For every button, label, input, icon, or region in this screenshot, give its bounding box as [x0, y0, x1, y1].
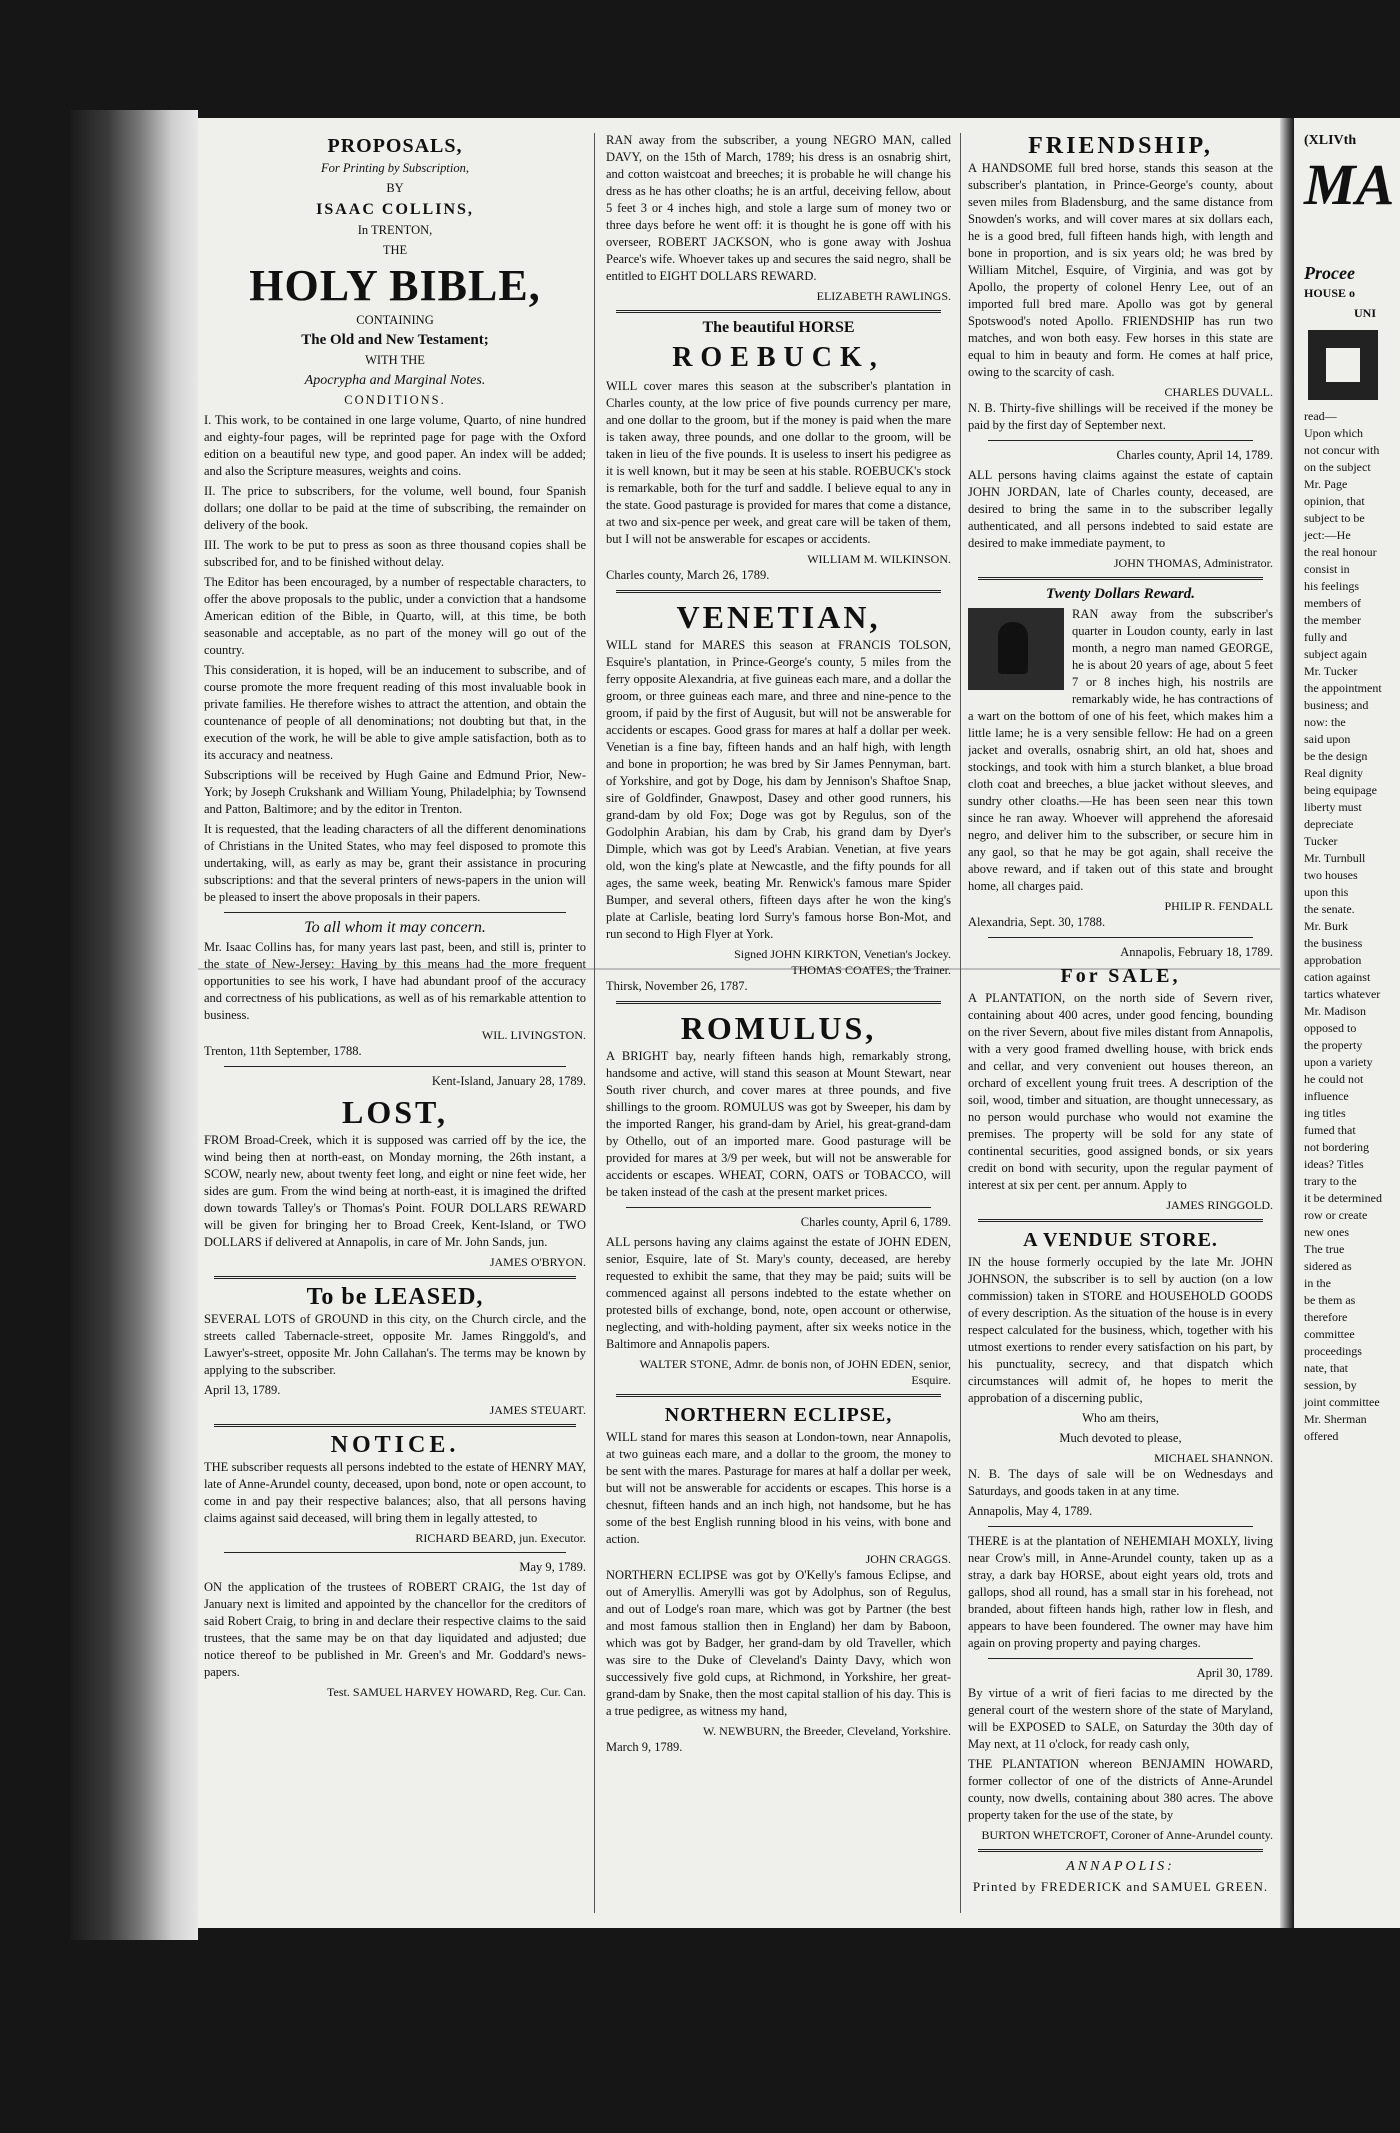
- next-page-line: said upon: [1304, 732, 1351, 746]
- separator: [224, 1066, 566, 1067]
- next-page-uni: UNI: [1354, 306, 1377, 320]
- next-page-line: the business: [1304, 936, 1363, 950]
- lost-signature: JAMES O'BRYON.: [489, 1255, 586, 1269]
- next-page-line: members of: [1304, 596, 1361, 610]
- howard-intro: By virtue of a writ of fieri facias to me directed by the general court of the western shore of the state of Maryland, will be EXPOSED to SALE, on Saturday the 30th day of May next, at 11 o'clock, for ready cash only,: [968, 1686, 1273, 1751]
- next-page-line: consist in: [1304, 562, 1350, 576]
- next-page-masthead: MA: [1304, 152, 1395, 217]
- separator: [988, 1658, 1253, 1659]
- next-page-line: Tucker: [1304, 834, 1338, 848]
- next-page-line: fully and: [1304, 630, 1347, 644]
- with-the-label: WITH THE: [365, 353, 425, 367]
- ornament-initial: [1308, 330, 1378, 400]
- lost-heading: LOST,: [342, 1094, 448, 1130]
- roebuck-heading: ROEBUCK,: [672, 342, 885, 373]
- imprint-place: ANNAPOLIS:: [1066, 1859, 1175, 1874]
- separator: [224, 1552, 566, 1553]
- imprint-line: Printed by FREDERICK and SAMUEL GREEN.: [972, 1879, 1269, 1894]
- separator: [214, 1424, 576, 1427]
- roebuck-body: WILL cover mares this season at the subscriber's plantation in Charles county, at the low price of five pounds currency per mare, and one dollar to the groom, but if the money is paid when the mare is taken away, three pounds, and one dollar to the groom, will be taken in lieu of the five pounds. It is useless to insert his pedigree as it is well known, but it may be seen at his stable. ROEBUCK's stock is remarkable, both for the turf and saddle. I believe equal to any in the state. Good pasturage is provided for mares that come a distance, at two and six-pence per week, and great care will be taken of them, but I will not be answerable for escapes or accidents.: [606, 379, 951, 546]
- proposal-paragraph: I. This work, to be contained in one large volume, Quarto, of nine hundred and eighty-four pages, will be reprinted page for page with the Oxford edition on a beautiful new type, and good paper. An index will be added; and also the Scripture measures, weights and coins.: [204, 413, 586, 478]
- reward-signature: PHILIP R. FENDALL: [1164, 899, 1273, 913]
- howard-body: THE PLANTATION whereon BENJAMIN HOWARD, former collector of one of the districts of Anne-Arundel county, now dwells, containing about 380 acres. The above property taken for the use of the state, by: [968, 1757, 1273, 1822]
- column-1: [204, 132, 586, 1917]
- next-page-line: session, by: [1304, 1378, 1357, 1392]
- proposals-sub: For Printing by Subscription,: [321, 161, 469, 175]
- next-page-line: ject:—He: [1304, 528, 1351, 542]
- next-page-line: row or create: [1304, 1208, 1368, 1222]
- next-page-line: Mr. Sherman: [1304, 1412, 1367, 1426]
- leased-signature: JAMES STEUART.: [489, 1403, 586, 1417]
- next-page-line: be the design: [1304, 749, 1368, 763]
- leased-heading: To be LEASED,: [306, 1284, 484, 1310]
- eclipse-pedigree: NORTHERN ECLIPSE was got by O'Kelly's famous Eclipse, and out of Ameryllis. Amerylli was got by Adolphus, son of Regulus, and out of Lodge's roan mare, which was got by Partner (the best and most famous stallion then in England) her dam by Baboon, which was got by Badger, her grand-dam by old Traveller, which was sire to the Duke of Cleveland's Dainty Davy, which won successively five gold cups, at Richmond, in Yorkshire, her great-grand-dam by Snake, then the most capital stallion of his day. This is a true pedigree, as witness my hand,: [606, 1568, 951, 1718]
- lost-body: FROM Broad-Creek, which it is supposed was carried off by the ice, the wind being then at north-east, on Monday morning, the 26th instant, a SCOW, nearly new, about twenty feet long, and eight or nine feet wide, her sides are gum. From the wind being at north-east, it is imagined the drifted down towards Talley's or Thomas's Point. FOUR DOLLARS REWARD will be given for bringing her to Broad Creek, Kent-Island, or TWO DOLLARS if delivered at Annapolis, in care of Mr. John Sands, jun.: [204, 1133, 586, 1249]
- venetian-signature: Signed JOHN KIRKTON, Venetian's Jockey.: [734, 947, 951, 961]
- jordan-signature: JOHN THOMAS, Administrator.: [1113, 556, 1273, 570]
- leased-date: April 13, 1789.: [204, 1383, 281, 1397]
- concern-date: Trenton, 11th September, 1788.: [204, 1044, 362, 1058]
- separator: [978, 1849, 1263, 1852]
- next-page-line: he could not: [1304, 1072, 1364, 1086]
- next-page-line: business; and: [1304, 698, 1369, 712]
- next-page-line: therefore: [1304, 1310, 1348, 1324]
- howard-signature: BURTON WHETCROFT, Coroner of Anne-Arundel county.: [981, 1828, 1273, 1842]
- next-page-line: be them as: [1304, 1293, 1356, 1307]
- separator: [214, 1276, 576, 1279]
- separator: [616, 1394, 941, 1397]
- sale-signature: JAMES RINGGOLD.: [1166, 1198, 1273, 1212]
- next-page-line: sidered as: [1304, 1259, 1352, 1273]
- separator: [988, 937, 1253, 938]
- jordan-date: Charles county, April 14, 1789.: [1116, 448, 1273, 462]
- notice-signature: RICHARD BEARD, jun. Executor.: [415, 1531, 586, 1545]
- craig-body: ON the application of the trustees of ROBERT CRAIG, the 1st day of January next is limited and appointed by the chancellor for the creditors of said Robert Craig, to bring in and declare their respective claims to the said trustees, that the same may be on that day liquidated and adjusted; due notice thereof to be published in Mr. Green's and Mr. Goddard's news-papers.: [204, 1580, 586, 1679]
- vendue-body: IN the house formerly occupied by the late Mr. JOHN JOHNSON, the subscriber is to sell by auction (on a low commission) taken in STORE and HOUSEHOLD GOODS of every description. As the situation of the house is in every respect calculated for the business, which, together with his utmost exertions to render every satisfaction on his part, by his punctuality, secrecy, and that dispatch which circumstances will admit of, he hopes to merit the approbation of a discerning public,: [968, 1255, 1273, 1405]
- next-page-line: subject again: [1304, 647, 1367, 661]
- romulus-heading: ROMULUS,: [680, 1010, 877, 1046]
- next-page-house: HOUSE o: [1304, 286, 1356, 300]
- friendship-heading: FRIENDSHIP,: [1028, 133, 1213, 159]
- concern-signature: WIL. LIVINGSTON.: [481, 1028, 586, 1042]
- next-page-line: approbation: [1304, 953, 1362, 967]
- next-page-content: [1304, 132, 1400, 1445]
- lost-dateline: Kent-Island, January 28, 1789.: [431, 1074, 586, 1088]
- sale-body: A PLANTATION, on the north side of Severn river, containing about 400 acres, under good fencing, bounding on the river Severn, about five miles distant from Annapolis, with a very good framed dwelling house, with brick ends and cellar, and very convenient out houses thereon, an orchard of excellent young fruit trees. A description of the soil, wood, timber and situation, are thought unnecessary, as no person would purchase who would not examine the premises. The property will be sold for any state of continental securities, good assigned bonds, or six years credit on bond with security, upon the regular payment of interest at six per cent. per annum. Apply to: [968, 991, 1273, 1192]
- next-page-line: two houses: [1304, 868, 1358, 882]
- next-page-line: not concur with: [1304, 443, 1380, 457]
- next-page-line: being equipage: [1304, 783, 1377, 797]
- next-page-line: upon this: [1304, 885, 1349, 899]
- runaway-woodcut-image: [968, 608, 1064, 690]
- next-page-edge: [1294, 118, 1400, 1928]
- next-page-line: proceedings: [1304, 1344, 1362, 1358]
- vendue-nb: N. B. The days of sale will be on Wednesdays and Saturdays, and goods taken in at any time.: [968, 1467, 1273, 1498]
- friendship-body: A HANDSOME full bred horse, stands this season at the subscriber's plantation, in Prince-George's county, about seven miles from Bladensburg, and the same distance from Snowden's works, and will cover mares at six dollars each, he is a good bred, full fifteen hands high, with length and bone in proportion, and is six years old; he was bred by William Mitchel, Esquire, of Virginia, and was got by Apollo, the property of colonel Henry Lee, out of an imported full bred mare. Apollo was got by general Spotswood's noted Apollo. FRIENDSHIP has run two matches, and won both easy. Few horses in this state are equal to him in beauty and form. He comes at half price, owing to the scarcity of cash.: [968, 161, 1273, 379]
- column-rule: [960, 133, 961, 1913]
- reward-body: RAN away from the subscriber's quarter in Loudon county, early in last month, a negro man named GEORGE, he is about 20 years of age, about 5 feet 7 or 8 inches high, his nostrils are remarkably wide, he has contractions of a wart on the bottom of one of his feet, which makes him a little lame; he is a very sensible fellow: He had on a green jacket and overalls, osnabrig shirt, an old hat, shoes and stockings, and took with him a sturch blanket, a blue broad cloth coat and breeches, a blue jacket without sleeves, and sundry other cloaths.—He has been seen near this town since he ran away. Whoever will apprehend the aforesaid negro, and deliver him to the subscriber, or secure him in any gaol, so that he may be got again, shall receive the above reward, and if taken out of this state and brought home, all charges paid.: [968, 607, 1273, 893]
- eclipse-heading: NORTHERN ECLIPSE,: [664, 1404, 893, 1426]
- separator: [988, 440, 1253, 441]
- romulus-body: A BRIGHT bay, nearly fifteen hands high, remarkably strong, handsome and active, will stand this season at Mount Stewart, near South river church, and cover mares at three pounds, and five shillings to the groom. ROMULUS was got by Sweeper, his dam by the imported Ranger, his grand-dam by Ariel, his great-grand-dam by Othello, out of an imported mare. Good pasturage will be provided for mares at 3/9 per week, but will not be answerable for accidents or escapes. WHEAT, CORN, OATS or TOBACCO, will be taken instead of the cash at the present market prices.: [606, 1049, 951, 1199]
- next-page-line: trary to the: [1304, 1174, 1357, 1188]
- next-page-line: Mr. Tucker: [1304, 664, 1358, 678]
- proposal-paragraph: This consideration, it is hoped, will be an inducement to subscribe, and of course promote the more frequent reading of this most invaluable book in private families. He therefore wishes to attract the attention, and obtain the countenance of people of all denominations; not doubting but that, in the execution of the work, he will be able to give ample satisfaction, both as to its accuracy and neatness.: [204, 663, 586, 762]
- next-page-line: in the: [1304, 1276, 1331, 1290]
- next-page-line: cation against: [1304, 970, 1371, 984]
- newspaper-page: [198, 118, 1280, 1928]
- eden-date: Charles county, April 6, 1789.: [800, 1215, 951, 1229]
- separator: [616, 590, 941, 593]
- separator: [616, 1001, 941, 1004]
- vendue-closing: Who am theirs,: [1082, 1411, 1159, 1425]
- book-binding-left: [70, 110, 198, 1940]
- separator: [616, 310, 941, 313]
- venetian-trainer: THOMAS COATES, the Trainer.: [791, 963, 951, 977]
- next-page-line: liberty must: [1304, 800, 1362, 814]
- next-page-lines: [1304, 408, 1400, 1445]
- next-page-line: opposed to: [1304, 1021, 1357, 1035]
- venetian-date: Thirsk, November 26, 1787.: [606, 979, 748, 993]
- negro-signature: ELIZABETH RAWLINGS.: [816, 289, 951, 303]
- roebuck-date: Charles county, March 26, 1789.: [606, 568, 770, 582]
- proposals-heading: PROPOSALS,: [327, 135, 463, 157]
- printer-name: ISAAC COLLINS,: [316, 201, 474, 218]
- next-page-line: the senate.: [1304, 902, 1355, 916]
- next-page-line: the property: [1304, 1038, 1363, 1052]
- next-page-line: subject to be: [1304, 511, 1365, 525]
- column-2: [606, 132, 951, 1917]
- next-page-line: joint committee: [1304, 1395, 1380, 1409]
- vendue-heading: A VENDUE STORE.: [1023, 1229, 1218, 1251]
- next-page-line: nate, that: [1304, 1361, 1348, 1375]
- eclipse-breeder: W. NEWBURN, the Breeder, Cleveland, Yorkshire.: [702, 1724, 951, 1738]
- reward-heading: Twenty Dollars Reward.: [1045, 586, 1196, 602]
- craig-date: May 9, 1789.: [519, 1560, 586, 1574]
- next-page-line: upon a variety: [1304, 1055, 1373, 1069]
- vendue-signature: MICHAEL SHANNON.: [1154, 1451, 1273, 1465]
- next-page-line: the appointment: [1304, 681, 1382, 695]
- next-page-line: Real dignity: [1304, 766, 1363, 780]
- proposal-paragraph: II. The price to subscribers, for the volume, well bound, four Spanish dollars; one dollar to be paid at the time of subscribing, the remainder on delivery of the book.: [204, 484, 586, 532]
- vendue-date: Annapolis, May 4, 1789.: [968, 1504, 1093, 1518]
- next-page-line: Mr. Page: [1304, 477, 1348, 491]
- leased-body: SEVERAL LOTS of GROUND in this city, on the Church circle, and the streets called Tabernacle-street, opposite Mr. James Ringgold's, and Lawyer's-street, opposite Mr. John Callahan's. The terms may be known by applying to the subscriber.: [204, 1312, 586, 1377]
- sale-date: Annapolis, February 18, 1789.: [1120, 945, 1273, 959]
- book-gutter-right: [1280, 118, 1294, 1928]
- column-3: [968, 132, 1273, 1917]
- howard-date: April 30, 1789.: [1196, 1666, 1273, 1680]
- jordan-body: ALL persons having claims against the estate of captain JOHN JORDAN, late of Charles county, deceased, are desired to bring the same in to the subscriber legally authenticated, and all persons indebted to said estate are desired to make immediate payment, to: [968, 468, 1273, 550]
- next-page-line: not bordering: [1304, 1140, 1369, 1154]
- notice-heading: NOTICE.: [330, 1432, 460, 1458]
- next-page-line: now: the: [1304, 715, 1346, 729]
- separator: [978, 577, 1263, 580]
- separator: [988, 1526, 1253, 1527]
- next-page-proceedings: Procee: [1304, 263, 1355, 283]
- next-page-line: offered: [1304, 1429, 1339, 1443]
- next-page-line: Mr. Burk: [1304, 919, 1349, 933]
- next-page-line: the member: [1304, 613, 1361, 627]
- separator: [224, 912, 566, 913]
- eclipse-date: March 9, 1789.: [606, 1740, 683, 1754]
- venetian-heading: VENETIAN,: [676, 599, 881, 635]
- roebuck-signature: WILLIAM M. WILKINSON.: [807, 552, 951, 566]
- next-page-line: depreciate: [1304, 817, 1354, 831]
- next-page-line: ideas? Titles: [1304, 1157, 1364, 1171]
- apocrypha-label: Apocrypha and Marginal Notes.: [304, 373, 486, 388]
- next-page-line: Mr. Madison: [1304, 1004, 1367, 1018]
- moxly-body: THERE is at the plantation of NEHEMIAH MOXLY, living near Crow's mill, in Anne-Arundel county, taken up as a stray, a dark bay HORSE, about eight years old, trots and gallops, shod all round, has a small star in his forehead, not branded, about fifteen hands high, rather low in flesh, and appears to have been foundered. The owner may have him again on proving property and paying charges.: [968, 1534, 1273, 1650]
- next-page-line: The true: [1304, 1242, 1345, 1256]
- holy-bible-title: HOLY BIBLE,: [249, 261, 541, 310]
- eden-signature: WALTER STONE, Admr. de bonis non, of JOHN EDEN, senior, Esquire.: [639, 1357, 951, 1387]
- the-label: THE: [382, 243, 408, 257]
- conditions-heading: CONDITIONS.: [344, 393, 446, 407]
- next-page-line: it be determined: [1304, 1191, 1382, 1205]
- eden-body: ALL persons having any claims against the estate of JOHN EDEN, senior, Esquire, late of St. Mary's county, deceased, are hereby requested to exhibit the same, that they may be paid; suits will be commenced against all persons indebted to the estate whether on protested bills of exchange, bond, note, open account or otherwise, neglecting, and with-holding payment, after six weeks notice in the Baltimore and Annapolis papers.: [606, 1235, 951, 1351]
- reward-date: Alexandria, Sept. 30, 1788.: [968, 915, 1106, 929]
- proposal-paragraph: The Editor has been encouraged, by a number of respectable characters, to offer the above proposals to the public, under a conviction that a handsome American edition of the Bible, in Quarto, will, at this time, be both seasonable and acceptable, as no part of the money will go out of the country.: [204, 575, 586, 657]
- proposal-paragraph: Subscriptions will be received by Hugh Gaine and Edmund Prior, New-York; by Joseph Crukshank and William Young, Philadelphia; by Townsend and Patton, Baltimore; and by the editor in Trenton.: [204, 768, 586, 816]
- next-page-line: Upon which: [1304, 426, 1363, 440]
- notice-body: THE subscriber requests all persons indebted to the estate of HENRY MAY, late of Anne-Arundel county, deceased, upon bond, note or open account, to come in and pay their respective balances; also, that all persons having claims against said deceased, will bring them in legally attested, to: [204, 1460, 586, 1525]
- containing-label: CONTAINING: [356, 313, 434, 327]
- negro-body: RAN away from the subscriber, a young NEGRO MAN, called DAVY, on the 15th of March, 1789; his dress is an osnabrig shirt, and cotton waistcoat and breeches; it is probable he will change his dress as he has other cloaths; he is an artful, deceiving fellow, about 5 feet 3 or 4 inches high, and stole a large sum of money two or three days before he went off: it is thought he is gone off with his overseer, ROBERT JACKSON, who is gone away with Joshua Pearce's wife. Whoever takes up and secures the said negro, shall be entitled to EIGHT DOLLARS REWARD.: [606, 133, 951, 283]
- printer-place: In TRENTON,: [357, 223, 433, 237]
- concern-heading: To all whom it may concern.: [304, 919, 486, 936]
- proposal-paragraph: It is requested, that the leading characters of all the different denominations of Christians in the United States, who may feel disposed to promote this undertaking, will, as early as may be, grant their assistance in procuring subscriptions: and that the several printers of news-papers in the union will be pleased to insert the above proposals in their papers.: [204, 822, 586, 904]
- column-rule: [594, 133, 595, 1913]
- next-page-line: Mr. Turnbull: [1304, 851, 1366, 865]
- vendue-closing: Much devoted to please,: [1059, 1431, 1182, 1445]
- next-page-line: fumed that: [1304, 1123, 1356, 1137]
- next-page-line: the real honour: [1304, 545, 1377, 559]
- next-page-line: his feelings: [1304, 579, 1359, 593]
- next-page-line: read—: [1304, 409, 1337, 423]
- next-page-line: on the subject: [1304, 460, 1371, 474]
- friendship-nb: N. B. Thirty-five shillings will be received if the money be paid by the first day of September next.: [968, 401, 1273, 432]
- proposal-paragraph: III. The work to be put to press as soon as three thousand copies shall be subscribed for, and to be finished without delay.: [204, 538, 586, 569]
- friendship-signature: CHARLES DUVALL.: [1164, 385, 1273, 399]
- venetian-body: WILL stand for MARES this season at FRANCIS TOLSON, Esquire's plantation, in Prince-George's county, 5 miles from the ferry opposite Alexandria, at five guineas each mare, and a dollar the groom, or three guineas each mare, and three and nine-pence to the groom, if paid by the first of Augusit, but will not be answerable for accidents or escapes. Good grass for mares at half a dollar per week. Venetian is a fine bay, fifteen hands and an half high, with length and bone in proportion; he was bred by Sir James Pennyman, bart. of Yorkshire, and got by Doge, his dam by Jennison's Shaftoe Snap, sire of Goldfinder, Gnawpost, Dasey and other good runners, his grand-dam by old Fox; Doge was got by Regulus, son of the Godolphin Arabian, his dam by Crab, his grand dam by Dyer's Dimple, which was got by Leed's Arabian. Venetian, at five years old, won the king's plate at Newcastle, and the fifty pounds for all ages, the same week, beating Mr. Renwick's famous mare Spider Bumper, and several others, fifteen days after he won the king's plate at Carlisle, beating lord Surry's famous horse Bon-Mot, and run second to High Flyer at York.: [606, 638, 951, 941]
- craig-signature: Test. SAMUEL HARVEY HOWARD, Reg. Cur. Can.: [327, 1685, 586, 1699]
- eclipse-signature: JOHN CRAGGS.: [865, 1552, 951, 1566]
- proposals-by: BY: [386, 181, 404, 195]
- next-page-line: ing titles: [1304, 1106, 1346, 1120]
- next-page-line: tartics whatever: [1304, 987, 1381, 1001]
- next-page-line: new ones: [1304, 1225, 1349, 1239]
- next-page-line: influence: [1304, 1089, 1349, 1103]
- eclipse-body: WILL stand for mares this season at London-town, near Annapolis, at two guineas each mare, and a dollar to the groom, the money to be sent with the mares. Pasturage for mares at half a dollar per week, but will not be answerable for accidents or escapes. This horse is a chesnut, fifteen hands and an inch high, not handsome, but he has some of the best English running blood in his veins, with bone and action.: [606, 1430, 951, 1546]
- roebuck-pre: The beautiful HORSE: [702, 319, 855, 336]
- sale-heading: For SALE,: [1060, 965, 1181, 987]
- separator: [978, 1219, 1263, 1222]
- separator: [626, 1207, 931, 1208]
- next-page-line: committee: [1304, 1327, 1355, 1341]
- concern-body: Mr. Isaac Collins has, for many years last past, been, and still is, printer to the state of New-Jersey: Having by this means had the more frequent opportunities to see his work, I have had abundant proof of the accuracy and correctness of his publications, as well as of his remarkable attention to business.: [204, 940, 586, 1022]
- next-page-line: opinion, that: [1304, 494, 1365, 508]
- testaments-label: The Old and New Testament;: [301, 332, 489, 348]
- next-page-header: (XLIVth: [1304, 133, 1357, 148]
